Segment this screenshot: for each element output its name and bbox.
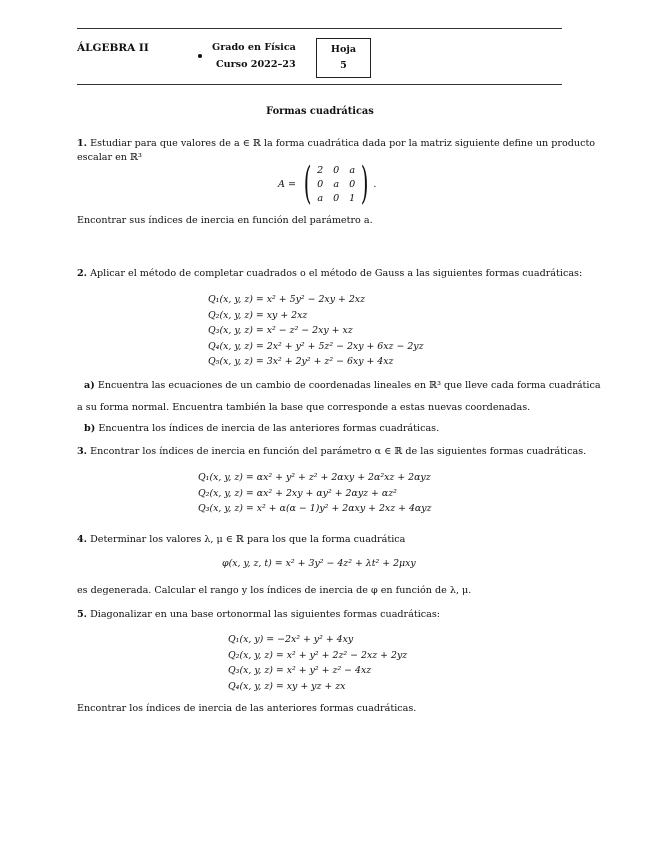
problem-2-text: Aplicar el método de completar cuadrados o el método de Gauss a las siguientes formas cuadráticas: bbox=[90, 268, 583, 279]
form-q1: Q₁(x, y) = −2x² + y² + 4xy bbox=[228, 634, 354, 645]
matrix-label: A = bbox=[278, 178, 297, 190]
problem-1-line2: escalar en ℝ³ bbox=[77, 152, 142, 163]
problem-5-after: Encontrar los índices de inercia de las anteriores formas cuadráticas. bbox=[77, 703, 417, 714]
problem-2a-text: Encuentra las ecuaciones de un cambio de coordenadas lineales en ℝ³ que lleve cada forma cuadrática bbox=[97, 380, 601, 391]
form-q2: Q₂(x, y, z) = xy + 2xz bbox=[208, 309, 308, 321]
problem-2-number: 2. bbox=[77, 268, 88, 279]
problem-5-intro bbox=[77, 609, 440, 621]
problem-5-number: 5. bbox=[77, 609, 88, 620]
problem-4-text: Determinar los valores λ, μ ∈ ℝ para los que la forma cuadrática bbox=[90, 534, 406, 545]
problem-2-forms bbox=[208, 292, 424, 370]
form-q3: Q₃(x, y, z) = x² + α(α − 1)y² + 2αxy + 2xz + 4αyz bbox=[198, 503, 432, 515]
matrix-A bbox=[278, 158, 377, 209]
matrix-entry: 0 bbox=[317, 178, 324, 190]
sheet-number: 5 bbox=[340, 60, 347, 71]
form-q1: Q₁(x, y, z) = αx² + y² + z² + 2αxy + 2α²xz + 2αyz bbox=[198, 472, 431, 483]
problem-1-number: 1. bbox=[77, 138, 88, 149]
problem-3-intro bbox=[77, 446, 586, 458]
bullet-dot bbox=[198, 54, 202, 58]
problem-2a-label: a) bbox=[84, 380, 95, 391]
problem-2a-line1 bbox=[84, 380, 601, 392]
form-q4: Q₄(x, y, z) = xy + yz + zx bbox=[228, 680, 346, 692]
form-q4: Q₄(x, y, z) = 2x² + y² + 5z² − 2xy + 6xz − 2yz bbox=[208, 340, 424, 352]
header-top-rule bbox=[77, 28, 562, 29]
matrix-entry: a bbox=[317, 192, 324, 204]
course-title: ÁLGEBRA II bbox=[77, 42, 149, 54]
matrix-entry: 0 bbox=[333, 164, 340, 176]
problem-2b-label: b) bbox=[84, 423, 96, 434]
problem-2a-line2: a su forma normal. Encuentra también la base que corresponde a estas nuevas coordenadas. bbox=[77, 402, 531, 413]
form-q2: Q₂(x, y, z) = x² + y² + 2z² − 2xz + 2yz bbox=[228, 649, 408, 661]
header-bottom-rule bbox=[77, 84, 562, 85]
problem-1-line1: Estudiar para que valores de a ∈ ℝ la forma cuadrática dada por la matriz siguiente define un producto bbox=[90, 138, 596, 149]
problem-4-after: es degenerada. Calcular el rango y los índices de inercia de φ en función de λ, μ. bbox=[77, 585, 472, 596]
sheet-box bbox=[316, 38, 371, 78]
year-label: Curso 2022–23 bbox=[216, 59, 296, 70]
matrix-entry: 0 bbox=[333, 192, 340, 204]
problem-1-after: Encontrar sus índices de inercia en función del parámetro a. bbox=[77, 215, 373, 226]
form-q1: Q₁(x, y, z) = x² + 5y² − 2xy + 2xz bbox=[208, 294, 366, 305]
matrix-entry: a bbox=[333, 178, 340, 190]
matrix-left-paren: ( bbox=[303, 158, 312, 209]
problem-3-text: Encontrar los índices de inercia en función del parámetro α ∈ ℝ de las siguientes formas cuadráticas. bbox=[90, 446, 587, 457]
problem-2b bbox=[84, 423, 439, 435]
sheet-label: Hoja bbox=[330, 44, 357, 55]
matrix-entry: 2 bbox=[317, 164, 324, 176]
matrix-entries bbox=[312, 165, 360, 204]
problem-1 bbox=[77, 138, 595, 164]
problem-2-intro bbox=[77, 268, 582, 280]
matrix-entry: 0 bbox=[349, 178, 356, 190]
page-title: Formas cuadráticas bbox=[266, 106, 374, 117]
form-q3: Q₃(x, y, z) = x² − z² − 2xy + xz bbox=[208, 325, 353, 337]
matrix-entry: 1 bbox=[349, 192, 356, 204]
problem-2b-text: Encuentra los índices de inercia de las anteriores formas cuadráticas. bbox=[98, 423, 440, 434]
problem-4-number: 4. bbox=[77, 534, 88, 545]
problem-5-text: Diagonalizar en una base ortonormal las siguientes formas cuadráticas: bbox=[90, 609, 441, 620]
form-phi: φ(x, y, z, t) = x² + 3y² − 4z² + λt² + 2μxy bbox=[222, 558, 416, 569]
form-q2: Q₂(x, y, z) = αx² + 2xy + αy² + 2αyz + αz² bbox=[198, 487, 397, 499]
matrix-entry: a bbox=[349, 164, 356, 176]
form-q3: Q₃(x, y, z) = x² + y² + z² − 4xz bbox=[228, 665, 372, 677]
matrix-period: . bbox=[373, 178, 377, 190]
degree-label: Grado en Física bbox=[212, 42, 296, 53]
matrix-right-paren: ) bbox=[360, 158, 369, 209]
problem-4-intro bbox=[77, 534, 405, 546]
problem-5-forms bbox=[228, 632, 407, 694]
form-q5: Q₅(x, y, z) = 3x² + 2y² + z² − 6xy + 4xz bbox=[208, 356, 394, 368]
problem-3-number: 3. bbox=[77, 446, 88, 457]
problem-3-forms bbox=[198, 470, 432, 517]
